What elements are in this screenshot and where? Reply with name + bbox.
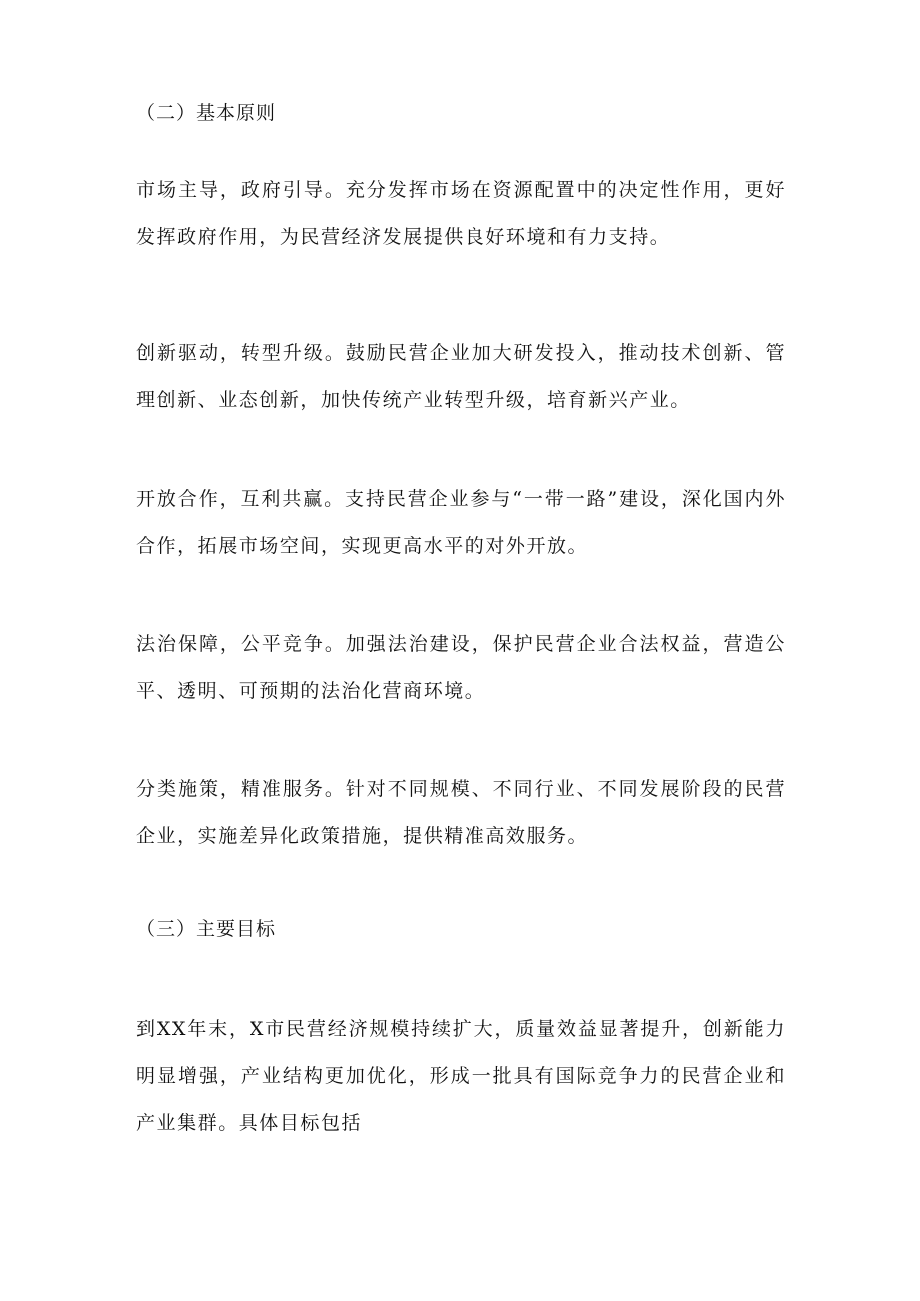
section-heading-main-goals: （三）主要目标 — [136, 918, 277, 940]
paragraph-rule-of-law: 法治保障，公平竞争。加强法治建设，保护民营企业合法权益，营造公平、透明、可预期的法治化营商环境。 — [136, 633, 786, 702]
section-heading-basic-principles: （二）基本原则 — [136, 102, 277, 124]
paragraph-open-cooperation: 开放合作，互利共赢。支持民营企业参与“一带一路”建设，深化国内外合作，拓展市场空间，实现更高水平的对外开放。 — [136, 488, 786, 557]
paragraph-goals-overview: 到XX年末，X市民营经济规模持续扩大，质量效益显著提升，创新能力明显增强，产业结构更加优化，形成一批具有国际竞争力的民营企业和产业集群。具体目标包括 — [136, 1018, 786, 1134]
paragraph-targeted-service: 分类施策，精准服务。针对不同规模、不同行业、不同发展阶段的民营企业，实施差异化政策措施，提供精准高效服务。 — [136, 778, 786, 847]
paragraph-innovation-driven: 创新驱动，转型升级。鼓励民营企业加大研发投入，推动技术创新、管理创新、业态创新，加快传统产业转型升级，培育新兴产业。 — [136, 342, 786, 411]
paragraph-market-led: 市场主导，政府引导。充分发挥市场在资源配置中的决定性作用，更好发挥政府作用，为民营经济发展提供良好环境和有力支持。 — [136, 179, 786, 248]
